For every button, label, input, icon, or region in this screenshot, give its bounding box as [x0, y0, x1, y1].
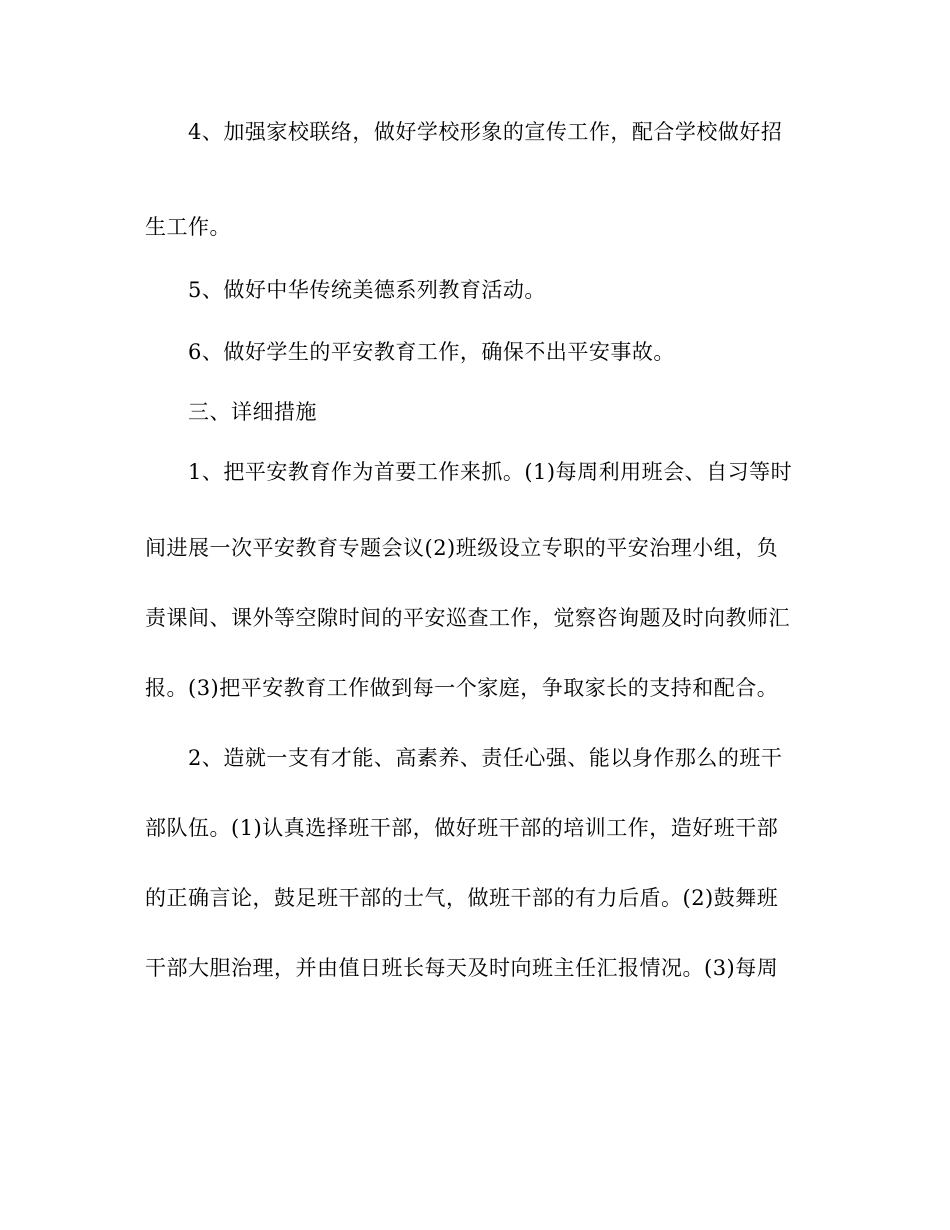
text-line: 报。(3)把平安教育工作做到每一个家庭，争取家长的支持和配合。 — [145, 676, 779, 700]
text-line: 责课间、课外等空隙时间的平安巡查工作，觉察咨询题及时向教师汇 — [145, 606, 790, 630]
text-line: 生工作。 — [145, 215, 231, 239]
text-line: 的正确言论，鼓足班干部的士气，做班干部的有力后盾。(2)鼓舞班 — [145, 886, 779, 910]
section-heading: 三、详细措施 — [188, 400, 317, 424]
text-line: 5、做好中华传统美德系列教育活动。 — [188, 278, 546, 302]
text-line: 6、做好学生的平安教育工作，确保不出平安事故。 — [188, 340, 675, 364]
text-line: 2、造就一支有才能、高素养、责任心强、能以身作那么的班干 — [188, 746, 783, 770]
text-line: 4、加强家校联络，做好学校形象的宣传工作，配合学校做好招 — [188, 120, 783, 144]
text-line: 干部大胆治理，并由值日班长每天及时向班主任汇报情况。(3)每周 — [145, 956, 779, 980]
text-line: 1、把平安教育作为首要工作来抓。(1)每周利用班会、自习等时 — [188, 460, 793, 484]
text-line: 间进展一次平安教育专题会议(2)班级设立专职的平安治理小组，负 — [145, 536, 779, 560]
text-line: 部队伍。(1)认真选择班干部，做好班干部的培训工作，造好班干部 — [145, 816, 779, 840]
